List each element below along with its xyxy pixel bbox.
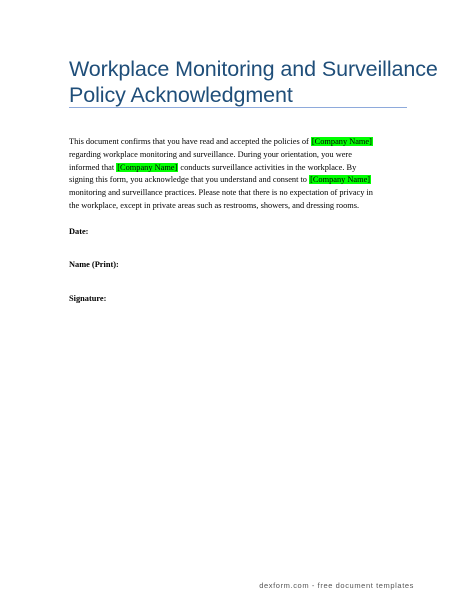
body-line-4 xyxy=(69,174,409,187)
footer-separator: - xyxy=(309,581,318,590)
document-title xyxy=(69,56,438,108)
title-line-1: Workplace Monitoring and Surveillance xyxy=(69,57,438,81)
body-paragraph xyxy=(69,136,409,213)
company-name-placeholder: [Company Name] xyxy=(310,175,371,185)
body-text: This document confirms that you have read and accepted the policies of xyxy=(69,137,311,146)
body-text: signing this form, you acknowledge that you understand and consent to xyxy=(69,175,310,185)
name-print-label: Name (Print): xyxy=(69,260,119,269)
title-divider xyxy=(69,107,407,108)
date-label: Date: xyxy=(69,227,89,236)
page-footer xyxy=(0,581,474,590)
body-line-5: monitoring and surveillance practices. Please note that there is no expectation of privacy in xyxy=(69,188,373,198)
footer-brand-link[interactable]: dexform.com xyxy=(259,581,310,590)
signature-label: Signature: xyxy=(69,294,107,303)
footer-tagline: free document templates xyxy=(317,581,414,590)
body-text: conducts surveillance activities in the workplace. By xyxy=(178,162,357,172)
title-line-2: Policy Acknowledgment xyxy=(69,83,293,107)
body-line-2: regarding workplace monitoring and surveillance. During your orientation, you were xyxy=(69,149,352,159)
company-name-placeholder: [Company Name] xyxy=(117,162,178,172)
company-name-placeholder: [Company Name] xyxy=(311,137,372,146)
body-line-3 xyxy=(69,162,409,175)
body-line-6: the workplace, except in private areas such as restrooms, showers, and dressing rooms. xyxy=(69,200,360,210)
body-text: informed that xyxy=(69,162,117,172)
footer-credit xyxy=(259,581,414,590)
body-line-1 xyxy=(69,136,409,149)
